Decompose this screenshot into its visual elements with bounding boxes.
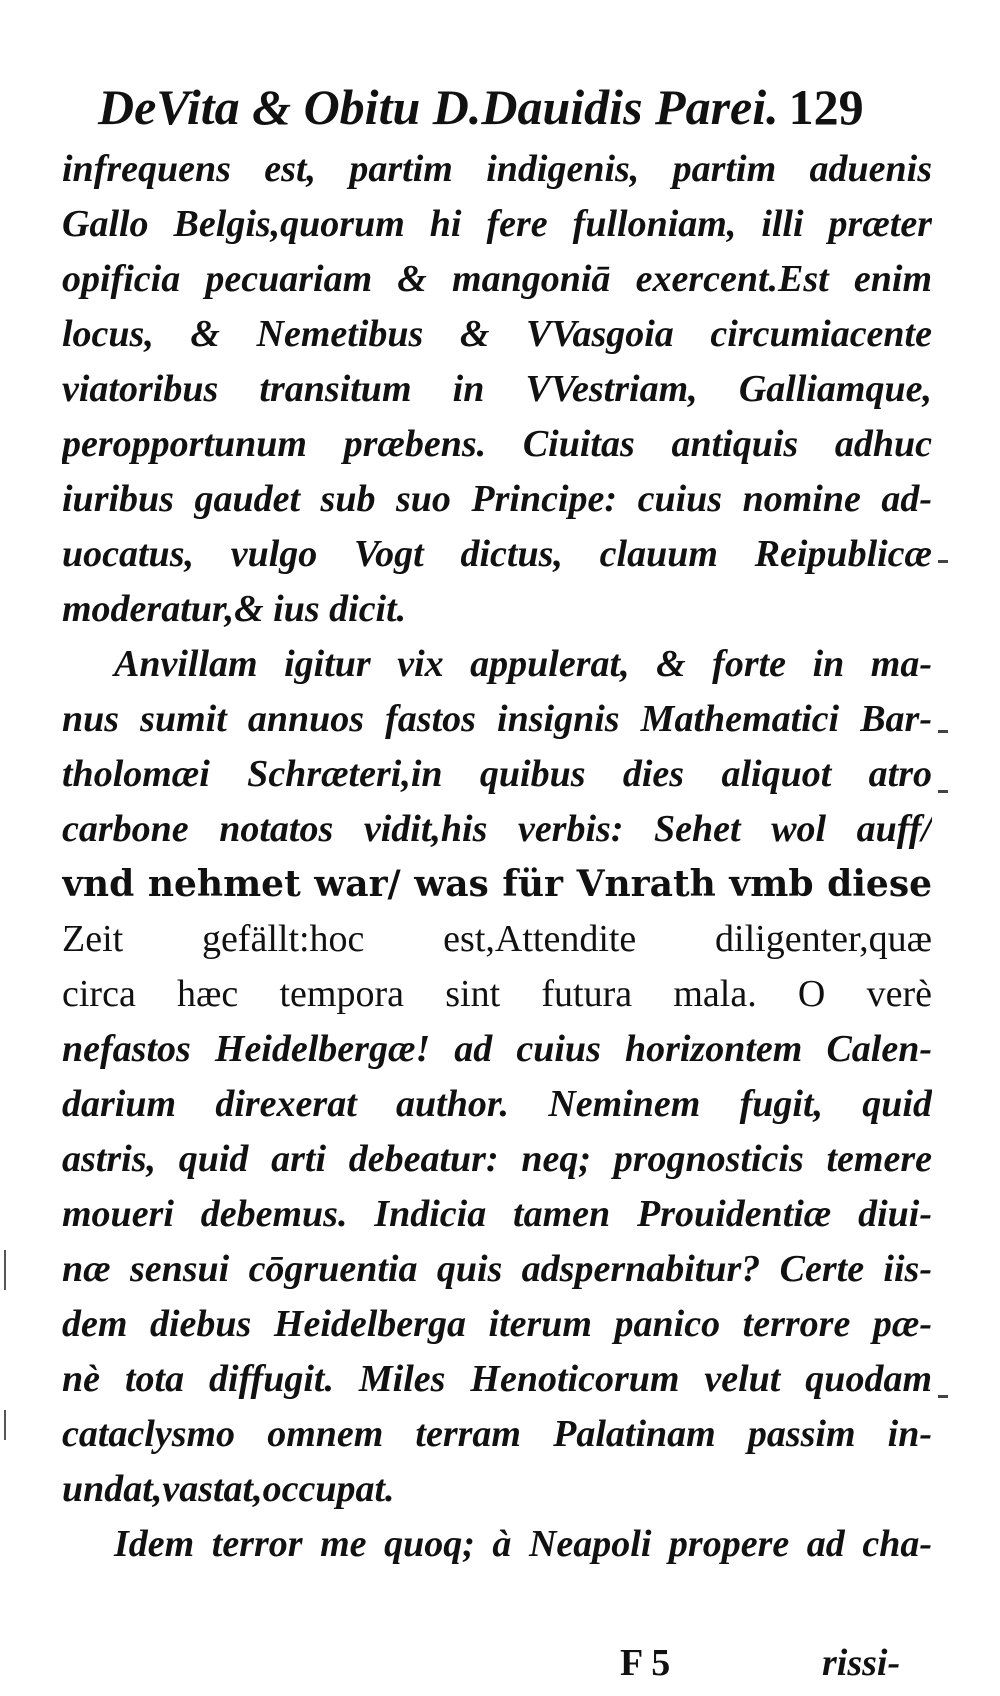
margin-mark [938,560,948,563]
margin-mark [938,790,948,793]
body-text [62,142,932,1572]
page-footer [0,1638,1000,1688]
text-line: darium direxerat author. Neminem fugit, quid [62,1083,932,1125]
text-line: Gallo Belgis,quorum hi fere fulloniam, illi præter [62,203,932,245]
margin-mark [938,730,948,733]
text-line: circa hæc tempora sint futura mala. O verè [62,973,932,1015]
text-line: astris, quid arti debeatur: neq; prognosticis temere [62,1138,932,1180]
text-line: undat,vastat,occupat. [62,1468,395,1510]
signature-mark: F 5 [620,1642,671,1684]
text-line: Zeit gefällt:hoc est,Attendite diligenter,quæ [62,918,932,960]
catchword: rissi- [822,1642,901,1684]
text-line: locus, & Nemetibus & VVasgoia circumiacente [62,313,932,355]
text-line: nè tota diffugit. Miles Henoticorum velut quodam [62,1358,932,1400]
text-line: infrequens est, partim indigenis, partim aduenis [62,148,932,190]
text-line: viatoribus transitum in VVestriam, Galliamque, [62,368,932,410]
text-line: opificia pecuariam & mangoniā exercent.Est enim [62,258,932,300]
text-line: moueri debemus. Indicia tamen Prouidentiæ diui- [62,1193,932,1235]
text-line: uocatus, vulgo Vogt dictus, clauum Reipublicæ [62,533,932,575]
text-line: næ sensui cōgruentia quis adspernabitur? Certe iis- [62,1248,932,1290]
text-line: nus sumit annuos fastos insignis Mathematici Bar- [62,698,932,740]
text-line: carbone notatos vidit,his verbis: Sehet wol auff/ [62,808,932,850]
text-line: moderatur,& ius dicit. [62,588,407,630]
text-line: nefastos Heidelbergæ! ad cuius horizontem Calen- [62,1028,932,1070]
text-line: Idem terror me quoq; à Neapoli propere ad cha- [114,1523,932,1565]
text-line: peropportunum præbens. Ciuitas antiquis adhuc [62,423,932,465]
running-head-title: DeVita & Obitu D.Dauidis Parei. [98,79,779,135]
text-line: Anvillam igitur vix appulerat, & forte in ma- [114,643,932,685]
text-line: dem diebus Heidelberga iterum panico terrore pæ- [62,1303,932,1345]
gutter-mark [4,1410,6,1440]
page-number: 129 [788,79,864,135]
text-line: cataclysmo omnem terram Palatinam passim in- [62,1413,932,1455]
text-line: tholomæi Schræteri,in quibus dies aliquot atro [62,753,932,795]
margin-mark [938,1395,948,1398]
text-line: vnd nehmet war/ was für Vnrath vmb diese [62,863,932,905]
running-head [98,72,918,142]
gutter-mark [4,1250,6,1290]
text-line: iuribus gaudet sub suo Principe: cuius nomine ad- [62,478,932,520]
